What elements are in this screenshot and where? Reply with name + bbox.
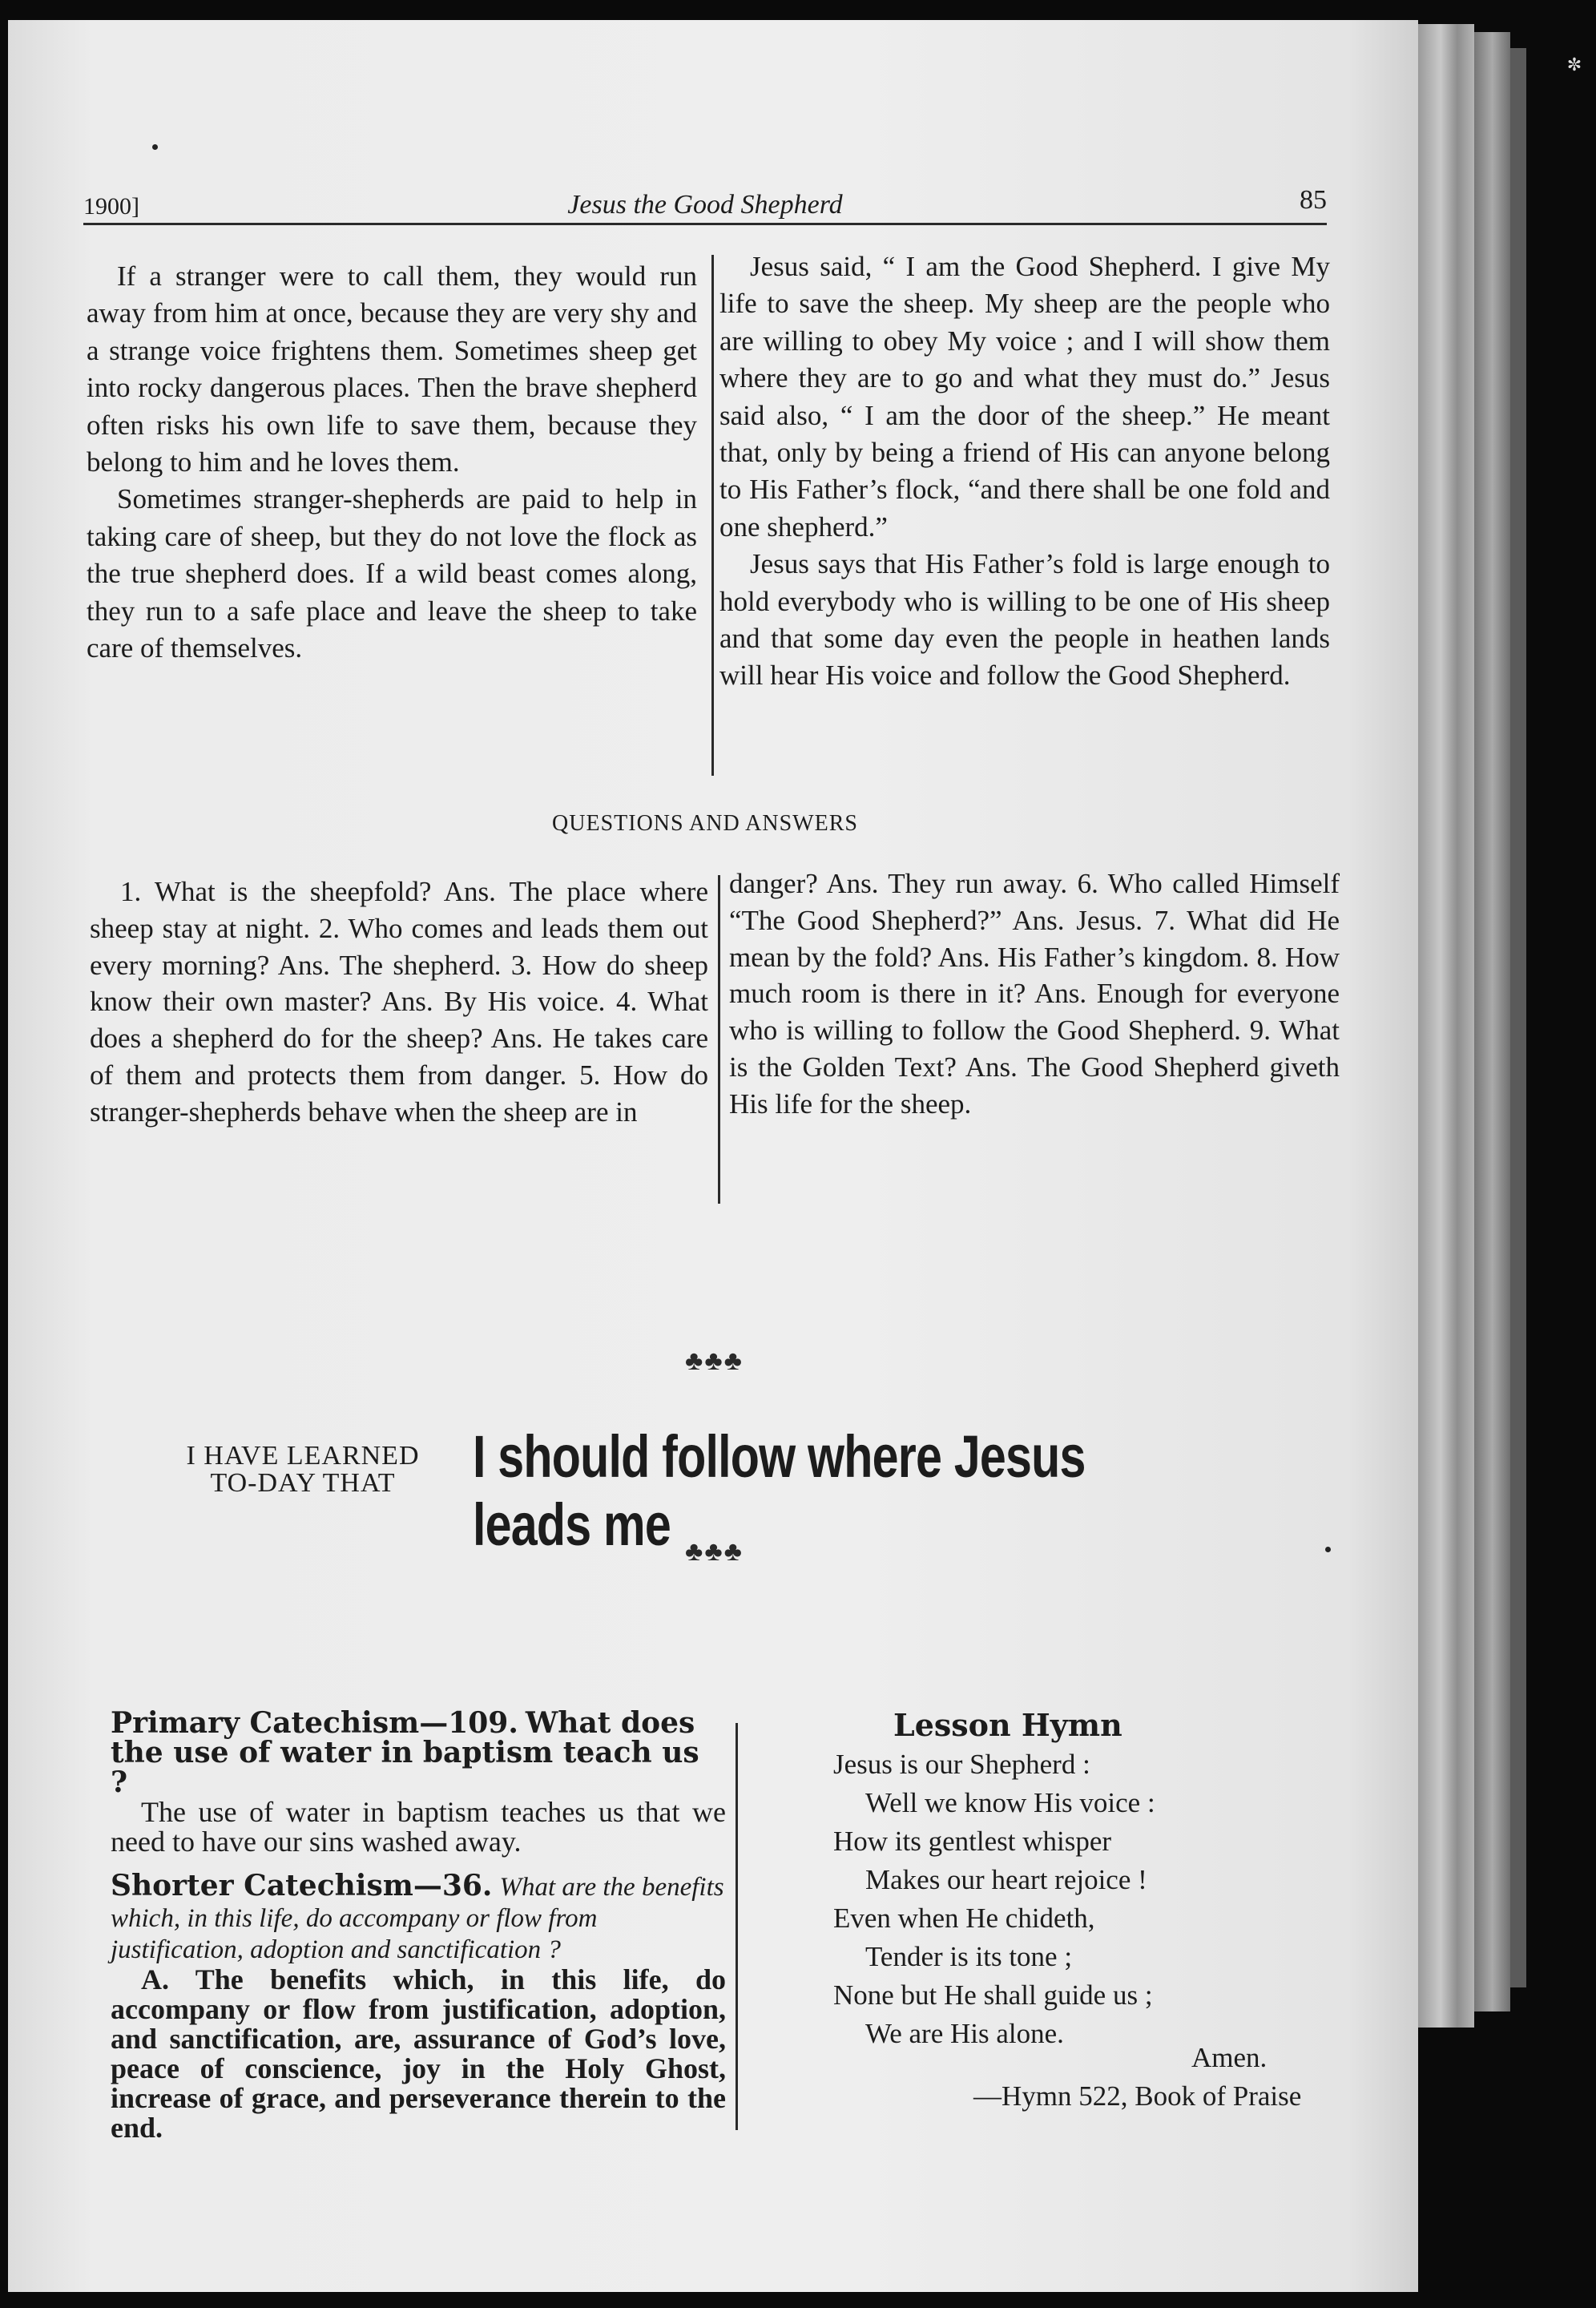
shorter-question: What are the benefits which, in this life, do accompany or flow from justification, adoption and sanctification ?: [111, 1873, 724, 1964]
page-number: 85: [1300, 185, 1327, 215]
hymn-line: Makes our heart rejoice !: [865, 1864, 1147, 1895]
hymn-amen: Amen.: [1191, 2042, 1268, 2073]
page-edge: [1510, 48, 1526, 1987]
column-rule: [711, 255, 714, 776]
hymn-source: —Hymn 522, Book of Praise: [973, 2080, 1302, 2112]
ornament-icon: ♣♣♣: [685, 1346, 744, 1376]
hymn-title: Lesson Hymn: [893, 1707, 1122, 1743]
primary-answer: The use of water in baptism teaches us that we need to have our sins washed away.: [111, 1796, 726, 1858]
paragraph: Jesus said, “ I am the Good Shepherd. I give My life to save the sheep. My sheep are the people who are willing to obey My voice ; and I will show them where they are to go and what they must do.” Jesus said also, “ I am the door of the sheep.” He meant that, only by being a friend of His can anyone belong to His Father’s flock, “and there shall be one fold and one shepherd.”: [719, 251, 1330, 543]
hymn-line: Tender is its tone ;: [865, 1941, 1073, 1972]
header-year: 1900]: [83, 193, 139, 220]
header-title: Jesus the Good Shepherd: [567, 190, 843, 220]
column-rule: [736, 1723, 738, 2130]
page-edge: [1418, 24, 1474, 2028]
hymn-line: How its gentlest whisper: [833, 1826, 1112, 1857]
shorter-catechism-title: Shorter Catechism—36.: [111, 1869, 493, 1902]
questions-right-column: [729, 866, 1340, 1123]
answers-text: danger? Ans. They run away. 6. Who called Himself “The Good Shepherd?” Ans. Jesus. 7. What did He mean by the fold? Ans. His Father’s kingdom. 8. How much room is there in it? Ans. Enough for everyone who is willing to follow the Good Shepherd. 9. What is the Golden Text? Ans. The Good Shepherd giveth His life for the sheep.: [729, 868, 1340, 1120]
story-right-column: [719, 248, 1330, 695]
hymn-text: [833, 1745, 1155, 2053]
hymn-line: Even when He chideth,: [833, 1902, 1095, 1934]
questions-left-column: [90, 874, 708, 1131]
paragraph: Jesus says that His Father’s fold is large enough to hold everybody who is willing to be one of His sheep and that some day even the people in heathen lands will hear His voice and follow the Good Shepherd.: [719, 548, 1330, 692]
catechism-section: [111, 1706, 726, 2144]
column-rule: [718, 875, 720, 1204]
loading-icon: ✼: [1566, 54, 1582, 75]
questions-heading: QUESTIONS AND ANSWERS: [552, 811, 858, 836]
lesson-statement: I should follow where Jesus leads me: [473, 1423, 1086, 1558]
learned-line: I HAVE LEARNED: [186, 1441, 420, 1471]
paragraph: Sometimes stranger-shepherds are paid to help in taking care of sheep, but they do not love the flock as the true shepherd does. If a wild beast comes along, they run to a safe place and leave the sheep to take care of themselves.: [87, 483, 697, 664]
primary-catechism-title: Primary Catechism—109.: [111, 1706, 518, 1740]
hymn-line: None but He shall guide us ;: [833, 1979, 1153, 2011]
learned-label: [151, 1442, 455, 1497]
running-header: [83, 185, 1327, 222]
paragraph: If a stranger were to call them, they would run away from him at once, because they are very shy and a strange voice frightens them. Sometimes sheep get into rocky dangerous places. Then the brave shepherd often risks his own life to save them, because they belong to him and he loves them.: [87, 260, 697, 478]
header-rule: [83, 223, 1327, 225]
hymn-line: We are His alone.: [865, 2018, 1064, 2049]
ornament-icon: ♣♣♣: [685, 1537, 744, 1567]
speck: [152, 144, 158, 150]
speck: [1325, 1547, 1331, 1552]
questions-text: 1. What is the sheepfold? Ans. The place where sheep stay at night. 2. Who comes and leads them out every morning? Ans. The shepherd. 3. How do sheep know their own master? Ans. By His voice. 4. What does a shepherd do for the sheep? Ans. He takes care of them and protects them from danger. 5. How do stranger-shepherds behave when the sheep are in: [90, 876, 708, 1128]
hymn-line: Well we know His voice :: [865, 1787, 1155, 1818]
story-left-column: [87, 258, 697, 667]
hymn-line: Jesus is our Shepherd :: [833, 1749, 1090, 1780]
shorter-answer: A. The benefits which, in this life, do accompany or flow from justification, adoption, and sanctification, are, assurance of God’s love, peace of conscience, joy in the Holy Ghost, increase of grace, and perseverance therein to the end.: [111, 1963, 726, 2144]
primary-question: What does the use of water in baptism teach us ?: [111, 1706, 699, 1799]
learned-line: TO-DAY THAT: [210, 1468, 396, 1498]
page-edge: [1474, 32, 1510, 2011]
